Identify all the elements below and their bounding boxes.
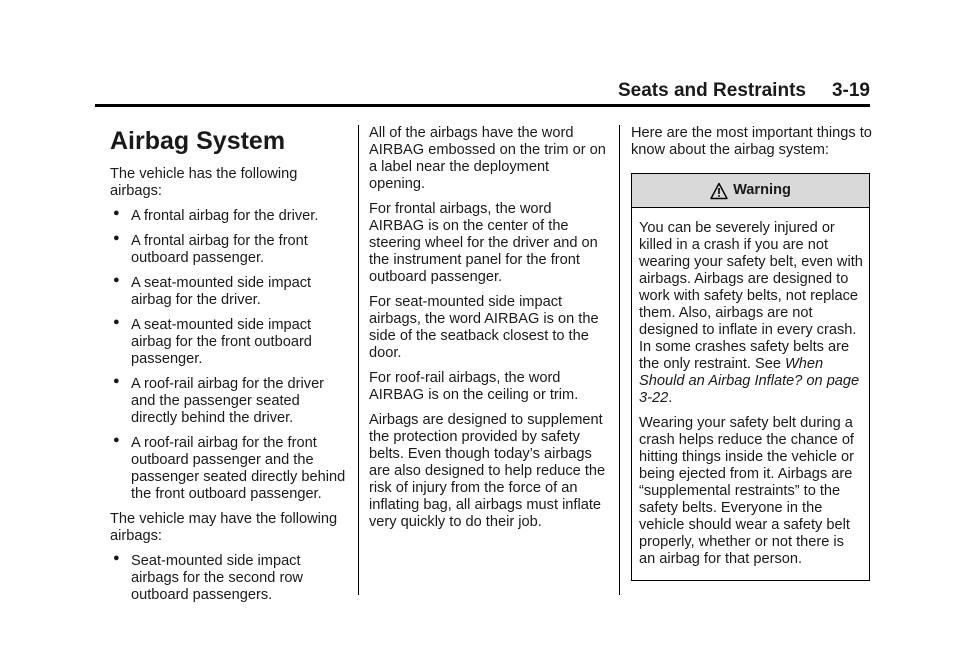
intro-paragraph: The vehicle has the following airbags:: [110, 166, 298, 199]
warning-body: [632, 208, 869, 580]
body-paragraph: For frontal airbags, the word AIRBAG is on the center of the steering wheel for the driver and on the instrument panel for the front outboard passenger.: [369, 201, 598, 285]
bullet-icon: ●: [113, 207, 120, 219]
bullet-icon: ●: [113, 232, 120, 244]
column-right: [631, 125, 873, 581]
list-item: [110, 208, 348, 225]
page-header: [617, 80, 870, 102]
list-item-text: A roof-rail airbag for the driver and the passenger seated directly behind the driver.: [131, 376, 325, 426]
warning-text: You can be severely injured or killed in a crash if you are not wearing your safety belt, even with airbags. Airbags are designed to work with safety belts, not replace them. Also, airbags are not designed to inflate in every crash. In some crashes safety belts are the only restraint. See: [639, 220, 863, 372]
warning-triangle-icon: [710, 182, 728, 200]
list-item: [110, 435, 348, 503]
bullet-icon: ●: [113, 274, 120, 286]
body-paragraph: Airbags are designed to supplement the protection provided by safety belts. Even though today’s airbags are also designed to help reduce the risk of injury from the force of an inflating bag, all airbags must inflate very quickly to do their job.: [369, 412, 606, 530]
list-item-text: A roof-rail airbag for the front outboard passenger and the passenger seated directly behind the front outboard passenger.: [131, 435, 346, 502]
bullet-icon: ●: [113, 316, 120, 328]
body-paragraph: For roof-rail airbags, the word AIRBAG is on the ceiling or trim.: [369, 370, 579, 403]
column-divider: [358, 125, 359, 595]
list-item-text: Seat-mounted side impact airbags for the second row outboard passengers.: [131, 553, 303, 603]
list-item-text: A seat-mounted side impact airbag for the driver.: [131, 275, 312, 308]
warning-label: Warning: [733, 182, 791, 198]
body-paragraph: For seat-mounted side impact airbags, the word AIRBAG is on the side of the seatback closest to the door.: [369, 294, 599, 361]
list-item-text: A frontal airbag for the driver.: [131, 208, 319, 224]
column-left: [110, 125, 348, 612]
bullet-icon: ●: [113, 375, 120, 387]
column-middle: [369, 125, 609, 539]
warning-text-end: .: [668, 390, 673, 406]
warning-paragraph: Wearing your safety belt during a crash helps reduce the chance of hitting things inside the vehicle or being ejected from it. Airbags are “supplemental restraints” to the safety belts. Everyone in the vehicle should wear a safety belt properly, whether or not there is an airbag for that person.: [639, 415, 854, 567]
header-rule: [95, 104, 870, 107]
body-paragraph: All of the airbags have the word AIRBAG embossed on the trim or on a label near the deployment opening.: [369, 125, 606, 192]
bullet-icon: ●: [113, 434, 120, 446]
list-item-text: A frontal airbag for the front outboard passenger.: [131, 233, 308, 266]
list-item-text: A seat-mounted side impact airbag for the front outboard passenger.: [131, 317, 312, 367]
list-item: [110, 317, 348, 368]
list-item: [110, 376, 348, 427]
airbag-list: [110, 208, 348, 503]
cross-reference-link[interactable]: When Should an Airbag Inflate? on page 3-22: [639, 356, 860, 406]
intro-paragraph: Here are the most important things to know about the airbag system:: [631, 125, 872, 158]
warning-paragraph: [639, 220, 863, 407]
section-title: Seats and Restraints: [618, 80, 806, 101]
optional-airbag-list: [110, 553, 348, 604]
list-item: [110, 553, 348, 604]
column-divider: [619, 125, 620, 595]
list-item: [110, 233, 348, 267]
may-have-paragraph: The vehicle may have the following airbags:: [110, 511, 338, 544]
bullet-icon: ●: [113, 552, 120, 564]
warning-header: [632, 174, 869, 208]
list-item: [110, 275, 348, 309]
section-heading: Airbag System: [110, 127, 286, 155]
page-number: 3-19: [831, 80, 870, 101]
warning-box: [631, 173, 870, 581]
